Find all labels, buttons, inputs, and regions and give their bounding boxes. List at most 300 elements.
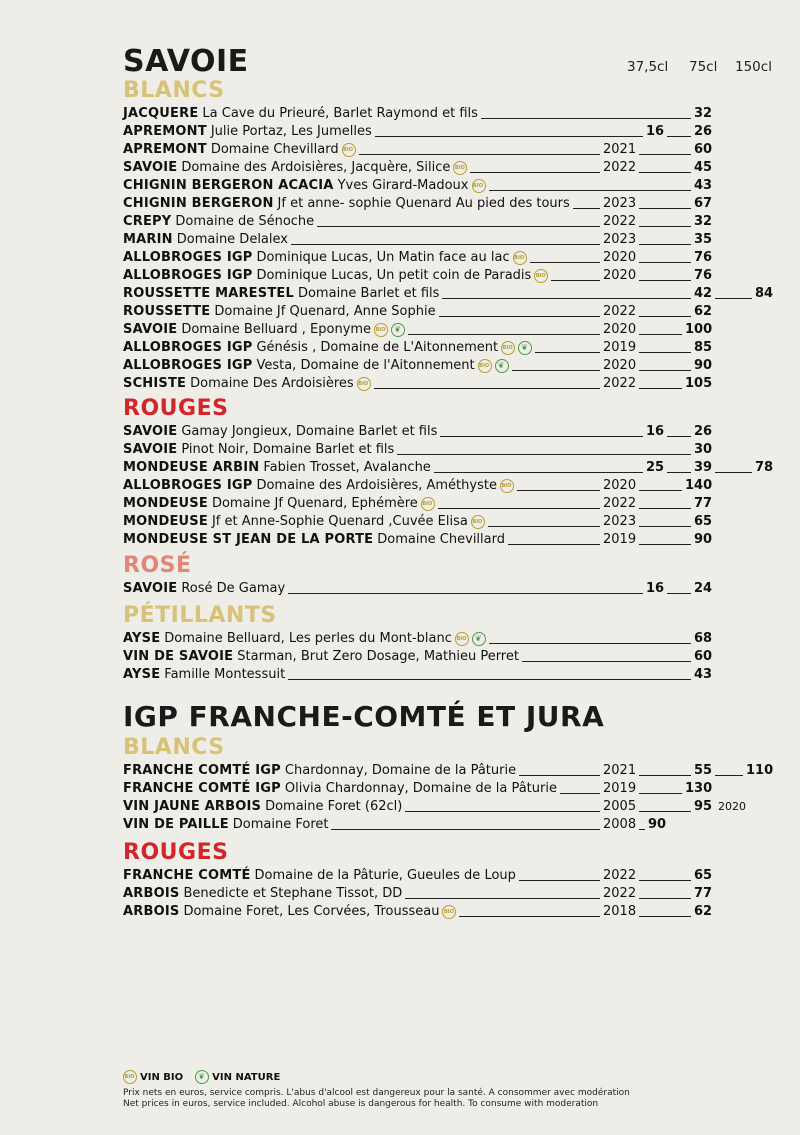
wine-entry: [123, 885, 402, 903]
wine-appellation: VIN DE PAILLE: [123, 817, 229, 832]
leader-line: [667, 593, 691, 594]
region-title-savoie: SAVOIE: [123, 44, 249, 79]
leader-line: [639, 352, 691, 353]
wine-description: Domaine des Ardoisières, Jacquère, Silice: [181, 160, 451, 175]
vintage-year: 2019: [603, 532, 637, 547]
wine-appellation: SAVOIE: [123, 442, 178, 457]
vin-nature-leaf-icon: [495, 359, 509, 373]
wine-entry: [123, 780, 557, 798]
wine-appellation: FRANCHE COMTÉ: [123, 868, 251, 883]
leader-line: [408, 334, 600, 335]
vin-nature-leaf-icon: [391, 323, 405, 337]
leader-line: [639, 262, 691, 263]
wine-entry: [123, 321, 405, 339]
wine-row: [123, 816, 783, 834]
price-p75: 76: [694, 250, 713, 265]
wine-entry: [123, 213, 314, 231]
leader-line: [573, 208, 600, 209]
wine-entry: [123, 375, 371, 393]
price-p75: 60: [694, 649, 713, 664]
leader-line: [470, 172, 600, 173]
price-p37: 16: [646, 581, 665, 596]
wine-description: Domaine Chevillard: [210, 142, 339, 157]
wine-row: [123, 531, 783, 549]
leader-line: [560, 793, 600, 794]
leader-line: [508, 544, 600, 545]
wine-entry: [123, 177, 486, 195]
vintage-year: 2020: [603, 268, 637, 283]
wine-description: Dominique Lucas, Un Matin face au lac: [256, 250, 510, 265]
wine-description: Benedicte et Stephane Tissot, DD: [183, 886, 403, 901]
leader-line: [442, 298, 691, 299]
leader-line: [639, 490, 682, 491]
vintage-year: 2020: [603, 322, 637, 337]
leader-line: [667, 472, 691, 473]
leader-line: [715, 298, 752, 299]
wine-description: Domaine Foret, Les Corvées, Trousseau: [183, 904, 440, 919]
group-title-pet: PÉTILLANTS: [123, 603, 277, 628]
wine-appellation: AYSE: [123, 631, 161, 646]
price-p75: 32: [694, 106, 713, 121]
price-p37: 25: [646, 460, 665, 475]
price-p75: 42: [694, 286, 713, 301]
price-p75: 26: [694, 124, 713, 139]
wine-entry: [123, 231, 288, 249]
wine-appellation: FRANCHE COMTÉ IGP: [123, 763, 281, 778]
price-p75: 43: [694, 667, 713, 682]
wine-appellation: APREMONT: [123, 142, 207, 157]
column-header-75cl: 75cl: [689, 59, 718, 75]
wine-appellation: CHIGNIN BERGERON ACACIA: [123, 178, 334, 193]
wine-entry: [123, 903, 456, 921]
wine-description: Domaine des Ardoisières, Améthyste: [256, 478, 497, 493]
wine-appellation: ARBOIS: [123, 886, 180, 901]
leader-line: [639, 811, 691, 812]
vintage-year: 2019: [603, 781, 637, 796]
price-p75: 77: [694, 886, 713, 901]
wine-entry: [123, 267, 548, 285]
wine-entry: [123, 339, 532, 357]
bio-badge-icon: [478, 359, 492, 373]
wine-row: [123, 580, 783, 598]
vintage-year: 2022: [603, 160, 637, 175]
wine-row: [123, 285, 783, 303]
wine-entry: [123, 303, 436, 321]
vintage-year: 2021: [603, 142, 637, 157]
wine-row: [123, 267, 783, 285]
price-p75: 24: [694, 581, 713, 596]
leader-line: [639, 916, 691, 917]
leader-line: [331, 829, 600, 830]
price-p75: 105: [685, 376, 713, 391]
group-title-rouges: ROUGES: [123, 840, 229, 865]
leader-line: [639, 793, 682, 794]
price-p75: 62: [694, 904, 713, 919]
wine-appellation: SAVOIE: [123, 581, 178, 596]
price-p37: 16: [646, 424, 665, 439]
wine-entry: [123, 495, 435, 513]
wine-description: Dominique Lucas, Un petit coin de Paradis: [256, 268, 532, 283]
wine-appellation: AYSE: [123, 667, 161, 682]
footnote-fr: Prix nets en euros, service compris. L'abus d'alcool est dangereux pour la santé. A consommer avec modération: [123, 1088, 630, 1098]
wine-description: Gamay Jongieux, Domaine Barlet et fils: [181, 424, 438, 439]
wine-description: Domaine de la Pâturie, Gueules de Loup: [254, 868, 516, 883]
wine-appellation: ROUSSETTE: [123, 304, 211, 319]
wine-entry: [123, 459, 431, 477]
group-title-rouges: ROUGES: [123, 396, 229, 421]
wine-entry: [123, 441, 394, 459]
wine-row: [123, 249, 783, 267]
wine-appellation: MONDEUSE ARBIN: [123, 460, 260, 475]
price-p75: 55: [694, 763, 713, 778]
vintage-year: 2023: [603, 232, 637, 247]
vintage-year: 2022: [603, 886, 637, 901]
wine-appellation: ALLOBROGES IGP: [123, 250, 253, 265]
wine-entry: [123, 580, 285, 598]
wine-row: [123, 867, 783, 885]
price-p75: 100: [685, 322, 713, 337]
leader-line: [438, 508, 600, 509]
wine-row: [123, 762, 783, 780]
wine-row: [123, 423, 783, 441]
bio-badge-icon: [455, 632, 469, 646]
wine-appellation: VIN JAUNE ARBOIS: [123, 799, 262, 814]
bio-badge-icon: [534, 269, 548, 283]
wine-row: [123, 780, 783, 798]
wine-row: [123, 666, 783, 684]
bio-badge-icon: [421, 497, 435, 511]
vintage-year: 2022: [603, 304, 637, 319]
group-title-blancs: BLANCS: [123, 78, 225, 103]
wine-description: Domaine Barlet et fils: [297, 286, 440, 301]
wine-description: Domaine Chevillard: [377, 532, 505, 547]
wine-description: Julie Portaz, Les Jumelles: [210, 124, 372, 139]
leader-line: [459, 916, 600, 917]
region-title-franche-comte-jura: IGP FRANCHE-COMTÉ ET JURA: [123, 700, 605, 733]
wine-row: [123, 885, 783, 903]
vintage-year: 2023: [603, 196, 637, 211]
wine-description: Domaine Delalex: [176, 232, 288, 247]
wine-entry: [123, 285, 439, 303]
price-p75: 95: [694, 799, 713, 814]
wine-description: Domaine Belluard , Eponyme: [181, 322, 372, 337]
bio-badge-icon: [123, 1070, 137, 1084]
wine-row: [123, 105, 783, 123]
wine-entry: [123, 141, 356, 159]
wine-entry: [123, 249, 527, 267]
price-p75: 39: [694, 460, 713, 475]
wine-description: La Cave du Prieuré, Barlet Raymond et fils: [202, 106, 478, 121]
wine-row: [123, 459, 783, 477]
leader-line: [374, 388, 600, 389]
leader-line: [639, 829, 645, 830]
leader-line: [519, 880, 600, 881]
legend-bio-label: VIN BIO: [140, 1071, 184, 1083]
group-title-blancs: BLANCS: [123, 735, 225, 760]
vintage-year: 2022: [603, 868, 637, 883]
wine-row: [123, 141, 783, 159]
wine-appellation: ARBOIS: [123, 904, 180, 919]
bio-badge-icon: [357, 377, 371, 391]
price-p75: 43: [694, 178, 713, 193]
wine-appellation: APREMONT: [123, 124, 207, 139]
wine-row: [123, 231, 783, 249]
wine-row: [123, 303, 783, 321]
price-p75: 65: [694, 514, 713, 529]
wine-appellation: SAVOIE: [123, 160, 178, 175]
vintage-year: 2023: [603, 514, 637, 529]
leader-line: [639, 388, 682, 389]
wine-description: Jf et Anne-Sophie Quenard ,Cuvée Elisa: [211, 514, 468, 529]
price-pp: 90: [648, 817, 667, 832]
price-p75: 90: [694, 532, 713, 547]
wine-description: Famille Montessuit: [164, 667, 286, 682]
wine-entry: [123, 513, 485, 531]
wine-entry: [123, 159, 467, 177]
wine-description: Pinot Noir, Domaine Barlet et fils: [181, 442, 395, 457]
vintage-year: 2022: [603, 496, 637, 511]
leader-line: [517, 490, 600, 491]
bio-badge-icon: [342, 143, 356, 157]
bio-badge-icon: [442, 905, 456, 919]
vin-nature-leaf-icon: [195, 1070, 209, 1084]
leader-line: [639, 244, 691, 245]
wine-row: [123, 213, 783, 231]
vintage-year: 2005: [603, 799, 637, 814]
wine-appellation: ALLOBROGES IGP: [123, 358, 253, 373]
bio-badge-icon: [472, 179, 486, 193]
wine-appellation: MARIN: [123, 232, 173, 247]
wine-description: Domaine Foret: [232, 817, 329, 832]
legend-nature-label: VIN NATURE: [212, 1071, 281, 1083]
wine-description: Génésis , Domaine de L'Aitonnement: [256, 340, 499, 355]
legend: [123, 1070, 280, 1084]
wine-entry: [123, 423, 437, 441]
bio-badge-icon: [513, 251, 527, 265]
vintage-year: 2020: [603, 358, 637, 373]
vin-nature-leaf-icon: [518, 341, 532, 355]
wine-entry: [123, 798, 402, 816]
wine-appellation: VIN DE SAVOIE: [123, 649, 234, 664]
leader-line: [359, 154, 600, 155]
wine-appellation: SCHISTE: [123, 376, 187, 391]
leader-line: [639, 172, 691, 173]
wine-row: [123, 798, 783, 816]
wine-description: Yves Girard-Madoux: [337, 178, 469, 193]
wine-description: Rosé De Gamay: [181, 581, 286, 596]
wine-entry: [123, 477, 514, 495]
leader-line: [639, 208, 691, 209]
wine-row: [123, 630, 783, 648]
leader-line: [715, 775, 743, 776]
bio-badge-icon: [500, 479, 514, 493]
bio-badge-icon: [453, 161, 467, 175]
leader-line: [639, 334, 682, 335]
leader-line: [397, 454, 691, 455]
price-p75: 68: [694, 631, 713, 646]
leader-line: [481, 118, 691, 119]
leader-line: [551, 280, 600, 281]
wine-description: Fabien Trosset, Avalanche: [263, 460, 431, 475]
leader-line: [639, 544, 691, 545]
wine-appellation: MONDEUSE: [123, 496, 208, 511]
vintage-year: 2021: [603, 763, 637, 778]
price-p37: 16: [646, 124, 665, 139]
price-p75: 85: [694, 340, 713, 355]
leader-line: [639, 508, 691, 509]
leader-line: [522, 661, 691, 662]
price-p75: 90: [694, 358, 713, 373]
vintage-year: 2019: [603, 340, 637, 355]
price-p75: 26: [694, 424, 713, 439]
vintage-year: 2022: [603, 214, 637, 229]
wine-description: Starman, Brut Zero Dosage, Mathieu Perret: [237, 649, 519, 664]
wine-entry: [123, 630, 486, 648]
group-title-rose: ROSÉ: [123, 553, 192, 578]
wine-row: [123, 357, 783, 375]
wine-entry: [123, 867, 516, 885]
wine-entry: [123, 816, 328, 834]
bio-badge-icon: [501, 341, 515, 355]
leader-line: [639, 154, 691, 155]
wine-entry: [123, 762, 516, 780]
wine-row: [123, 195, 783, 213]
wine-row: [123, 321, 783, 339]
price-p150: 78: [755, 460, 774, 475]
wine-row: [123, 648, 783, 666]
leader-line: [291, 244, 600, 245]
wine-row: [123, 441, 783, 459]
wine-row: [123, 339, 783, 357]
wine-entry: [123, 123, 372, 141]
leader-line: [639, 526, 691, 527]
leader-line: [667, 136, 691, 137]
price-p75: 62: [694, 304, 713, 319]
wine-row: [123, 159, 783, 177]
column-header-150cl: 150cl: [735, 59, 772, 75]
price-p75: 65: [694, 868, 713, 883]
wine-row: [123, 177, 783, 195]
wine-appellation: CHIGNIN BERGERON: [123, 196, 274, 211]
leader-line: [434, 472, 643, 473]
column-header-37cl: 37,5cl: [627, 59, 669, 75]
wine-description: Olivia Chardonnay, Domaine de la Pâturie: [284, 781, 557, 796]
leader-line: [288, 593, 643, 594]
leader-line: [639, 880, 691, 881]
leader-line: [639, 226, 691, 227]
vintage-year: 2020: [603, 250, 637, 265]
wine-row: [123, 903, 783, 921]
wine-appellation: ALLOBROGES IGP: [123, 340, 253, 355]
leader-line: [317, 226, 600, 227]
wine-description: Domaine Belluard, Les perles du Mont-blanc: [164, 631, 452, 646]
price-p75: 32: [694, 214, 713, 229]
leader-line: [535, 352, 600, 353]
wine-row: [123, 123, 783, 141]
wine-entry: [123, 666, 285, 684]
wine-entry: [123, 648, 519, 666]
wine-row: [123, 375, 783, 393]
wine-appellation: JACQUERE: [123, 106, 199, 121]
leader-line: [375, 136, 643, 137]
price-p75: 140: [685, 478, 713, 493]
vintage-year: 2018: [603, 904, 637, 919]
price-p75: 130: [685, 781, 713, 796]
leader-line: [489, 643, 691, 644]
price-p150: 84: [755, 286, 774, 301]
vintage-year: 2008: [603, 817, 637, 832]
price-p150: 110: [746, 763, 774, 778]
wine-row: [123, 477, 783, 495]
leader-line: [639, 316, 691, 317]
wine-description: Domaine Des Ardoisières: [190, 376, 354, 391]
wine-description: Domaine Jf Quenard, Ephémère: [211, 496, 418, 511]
leader-line: [639, 775, 691, 776]
wine-entry: [123, 195, 570, 213]
price-p75: 60: [694, 142, 713, 157]
leader-line: [405, 898, 600, 899]
wine-appellation: SAVOIE: [123, 322, 178, 337]
vintage-note: 2020: [718, 800, 746, 813]
wine-description: Domaine Jf Quenard, Anne Sophie: [214, 304, 436, 319]
price-p75: 76: [694, 268, 713, 283]
vintage-year: 2022: [603, 376, 637, 391]
leader-line: [488, 526, 600, 527]
leader-line: [288, 679, 691, 680]
wine-description: Jf et anne- sophie Quenard Au pied des tours: [277, 196, 570, 211]
price-p75: 30: [694, 442, 713, 457]
wine-entry: [123, 105, 478, 123]
wine-description: Chardonnay, Domaine de la Pâturie: [284, 763, 517, 778]
wine-appellation: ROUSSETTE MARESTEL: [123, 286, 294, 301]
price-p75: 35: [694, 232, 713, 247]
wine-appellation: ALLOBROGES IGP: [123, 478, 253, 493]
wine-appellation: CREPY: [123, 214, 172, 229]
wine-entry: [123, 357, 509, 375]
leader-line: [512, 370, 600, 371]
vin-nature-leaf-icon: [472, 632, 486, 646]
leader-line: [639, 280, 691, 281]
wine-appellation: MONDEUSE: [123, 514, 208, 529]
wine-appellation: ALLOBROGES IGP: [123, 268, 253, 283]
leader-line: [639, 370, 691, 371]
vintage-year: 2020: [603, 478, 637, 493]
leader-line: [715, 472, 752, 473]
wine-row: [123, 495, 783, 513]
footnote-en: Net prices in euros, service included. Alcohol abuse is dangerous for health. To consume with moderation: [123, 1099, 599, 1109]
price-p75: 45: [694, 160, 713, 175]
leader-line: [439, 316, 600, 317]
wine-entry: [123, 531, 505, 549]
wine-description: Vesta, Domaine de l'Aitonnement: [256, 358, 475, 373]
leader-line: [639, 898, 691, 899]
leader-line: [405, 811, 600, 812]
wine-row: [123, 513, 783, 531]
wine-appellation: SAVOIE: [123, 424, 178, 439]
price-p75: 67: [694, 196, 713, 211]
price-p75: 77: [694, 496, 713, 511]
leader-line: [440, 436, 643, 437]
wine-appellation: FRANCHE COMTÉ IGP: [123, 781, 281, 796]
wine-description: Domaine de Sénoche: [175, 214, 315, 229]
bio-badge-icon: [374, 323, 388, 337]
leader-line: [530, 262, 600, 263]
leader-line: [667, 436, 691, 437]
leader-line: [519, 775, 600, 776]
leader-line: [489, 190, 691, 191]
wine-description: Domaine Foret (62cl): [265, 799, 403, 814]
wine-appellation: MONDEUSE ST JEAN DE LA PORTE: [123, 532, 374, 547]
